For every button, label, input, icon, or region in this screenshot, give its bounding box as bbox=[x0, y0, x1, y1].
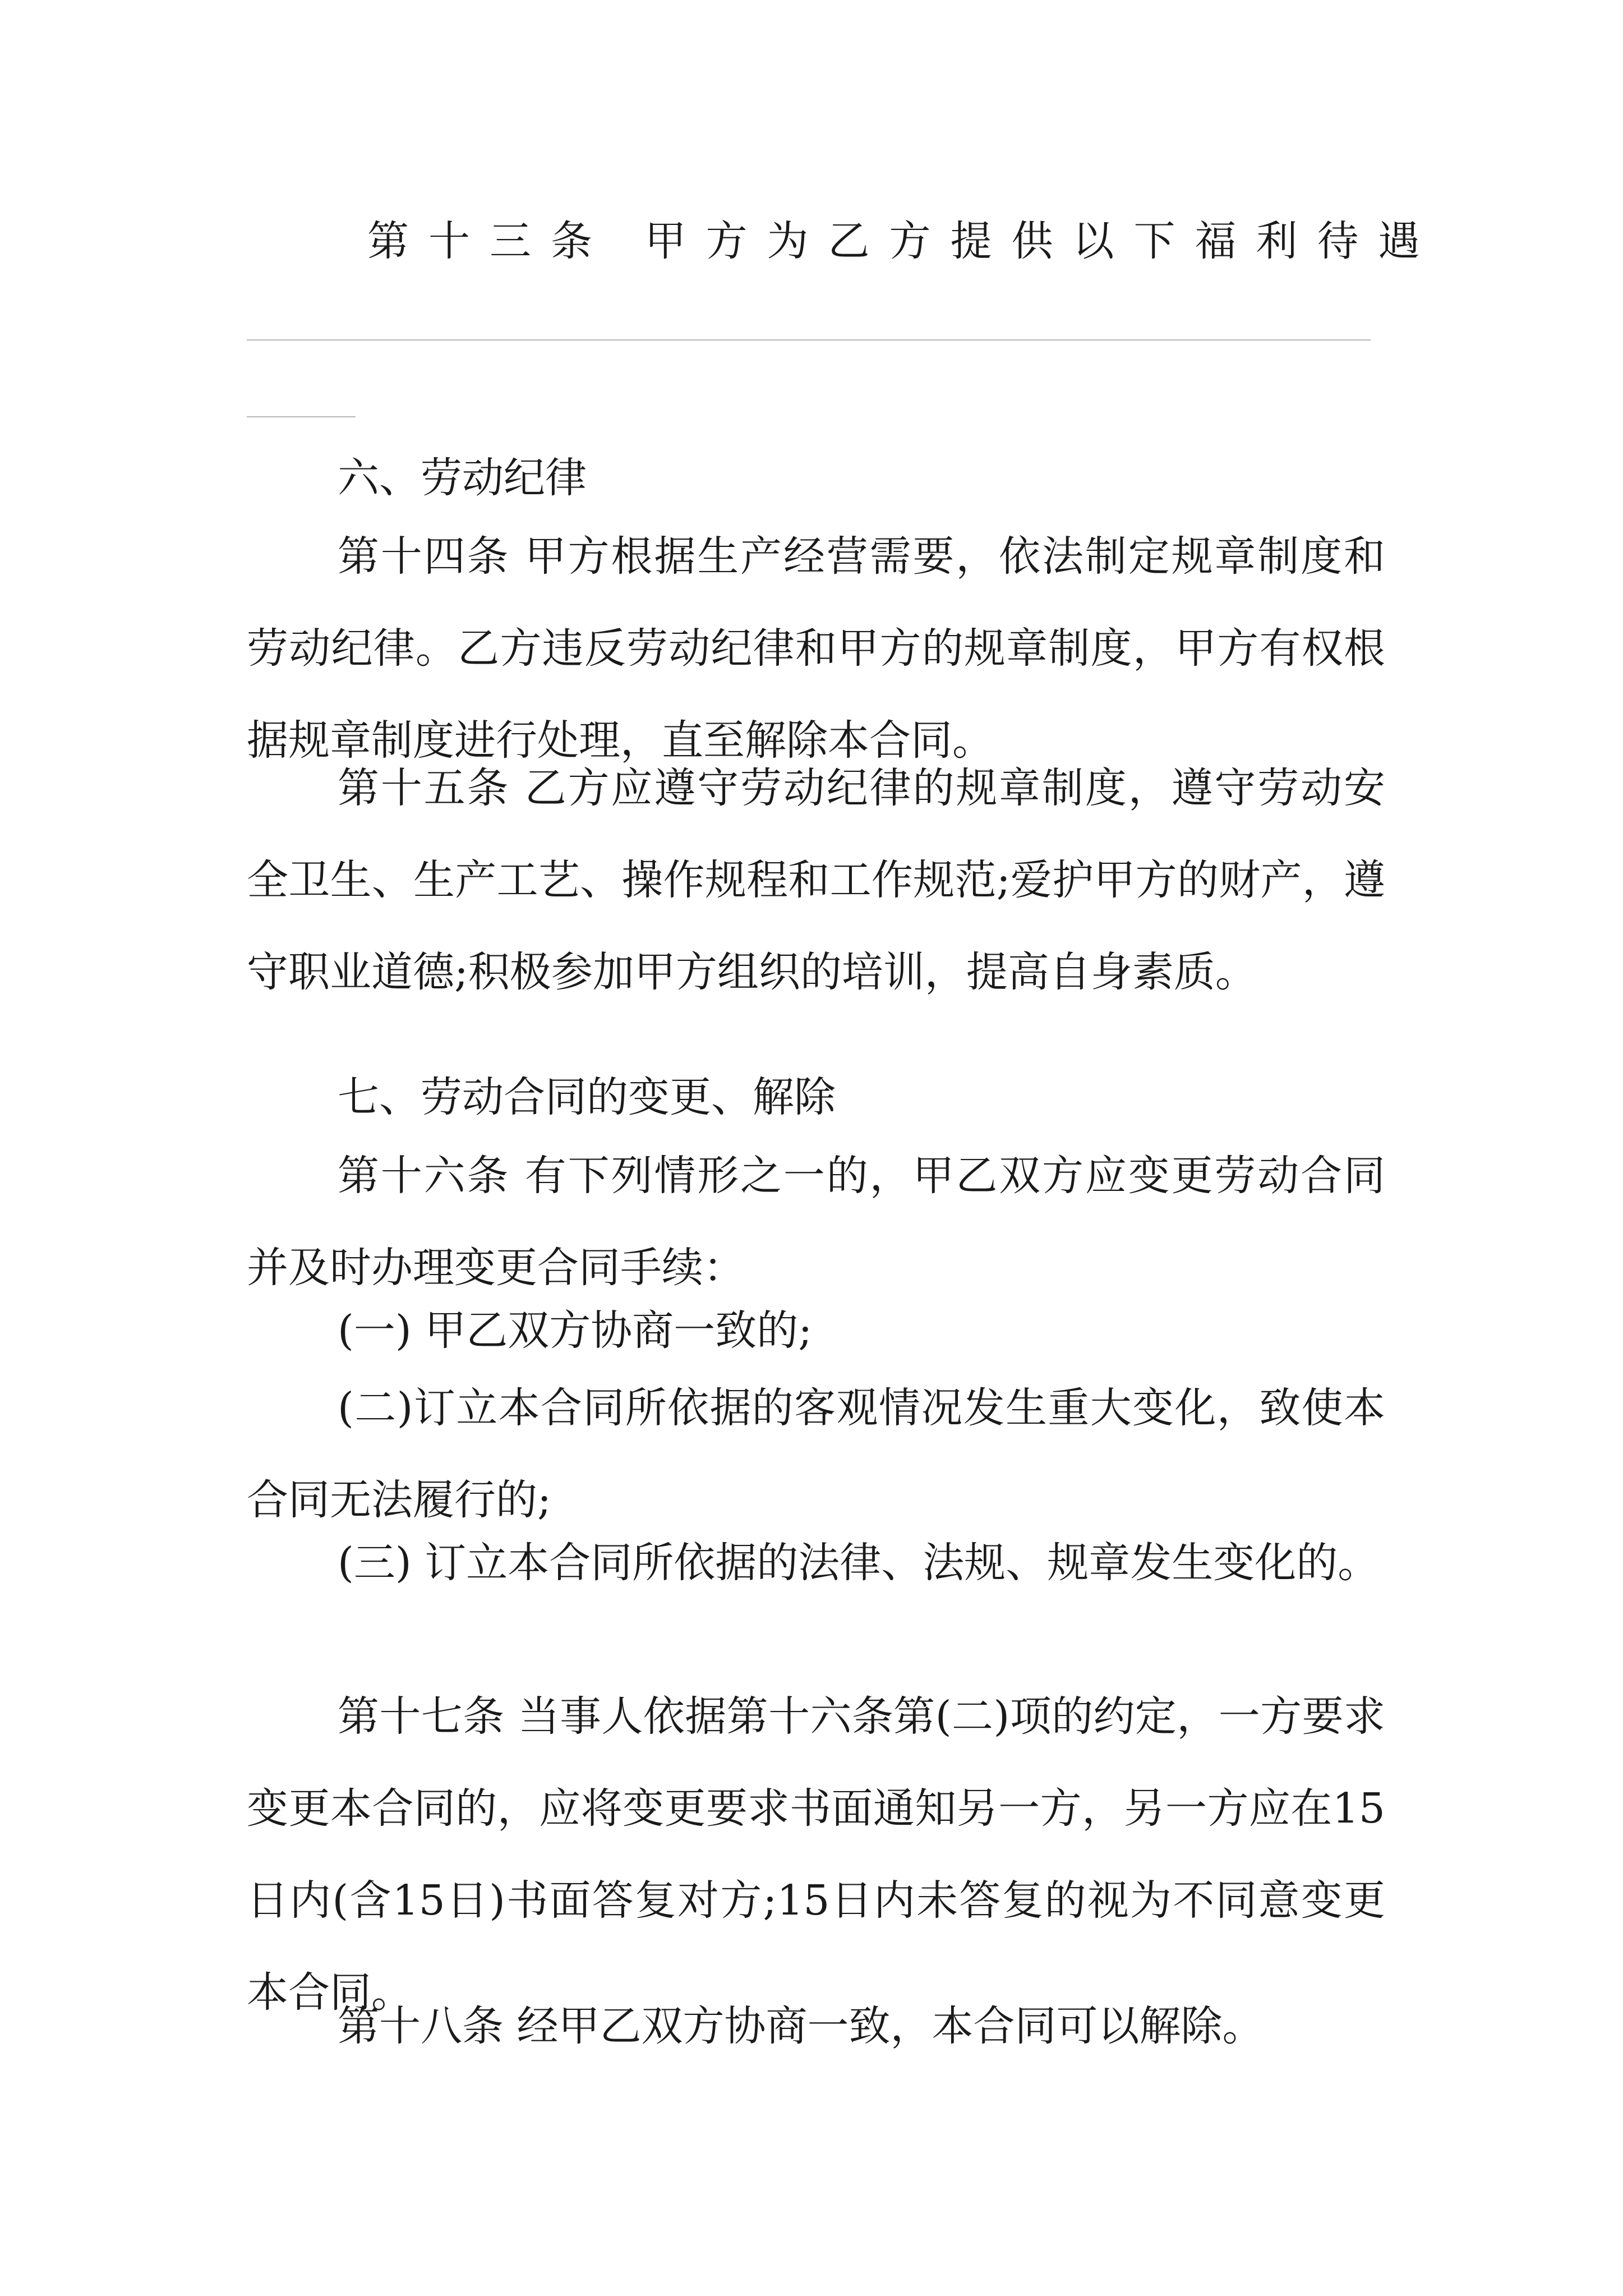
article-16-item-2: (二)订立本合同所依据的客观情况发生重大变化，致使本合同无法履行的; bbox=[247, 1384, 1385, 1524]
article-14-text: 第十四条 甲方根据生产经营需要，依法制定规章制度和劳动纪律。乙方违反劳动纪律和甲方的规章制度，甲方有权根据规章制度进行处理，直至解除本合同。 bbox=[247, 532, 1385, 765]
fill-in-blank-line-continued bbox=[247, 416, 356, 417]
article-16-text: 第十六条 有下列情形之一的，甲乙双方应变更劳动合同并及时办理变更合同手续： bbox=[247, 1152, 1385, 1292]
article-18-text: 第十八条 经甲乙双方协商一致，本合同可以解除。 bbox=[338, 2002, 1264, 2050]
article-16-item-1: (一) 甲乙双方协商一致的; bbox=[338, 1306, 813, 1355]
section-7-heading: 七、劳动合同的变更、解除 bbox=[338, 1073, 836, 1121]
article-13-text: 第十三条 甲方为乙方提供以下福利待遇 bbox=[367, 217, 1440, 265]
fill-in-blank-line bbox=[247, 339, 1371, 341]
article-15-text: 第十五条 乙方应遵守劳动纪律的规章制度，遵守劳动安全卫生、生产工艺、操作规程和工作规范;爱护甲方的财产，遵守职业道德;积极参加甲方组织的培训，提高自身素质。 bbox=[247, 764, 1385, 996]
article-17-text: 第十七条 当事人依据第十六条第(二)项的约定，一方要求变更本合同的，应将变更要求书面通知另一方，另一方应在15日内(含15日)书面答复对方;15日内未答复的视为不同意变更本合同。 bbox=[247, 1692, 1385, 2017]
section-6-heading: 六、劳动纪律 bbox=[338, 454, 587, 502]
article-16-item-3: (三) 订立本合同所依据的法律、法规、规章发生变化的。 bbox=[338, 1539, 1380, 1587]
